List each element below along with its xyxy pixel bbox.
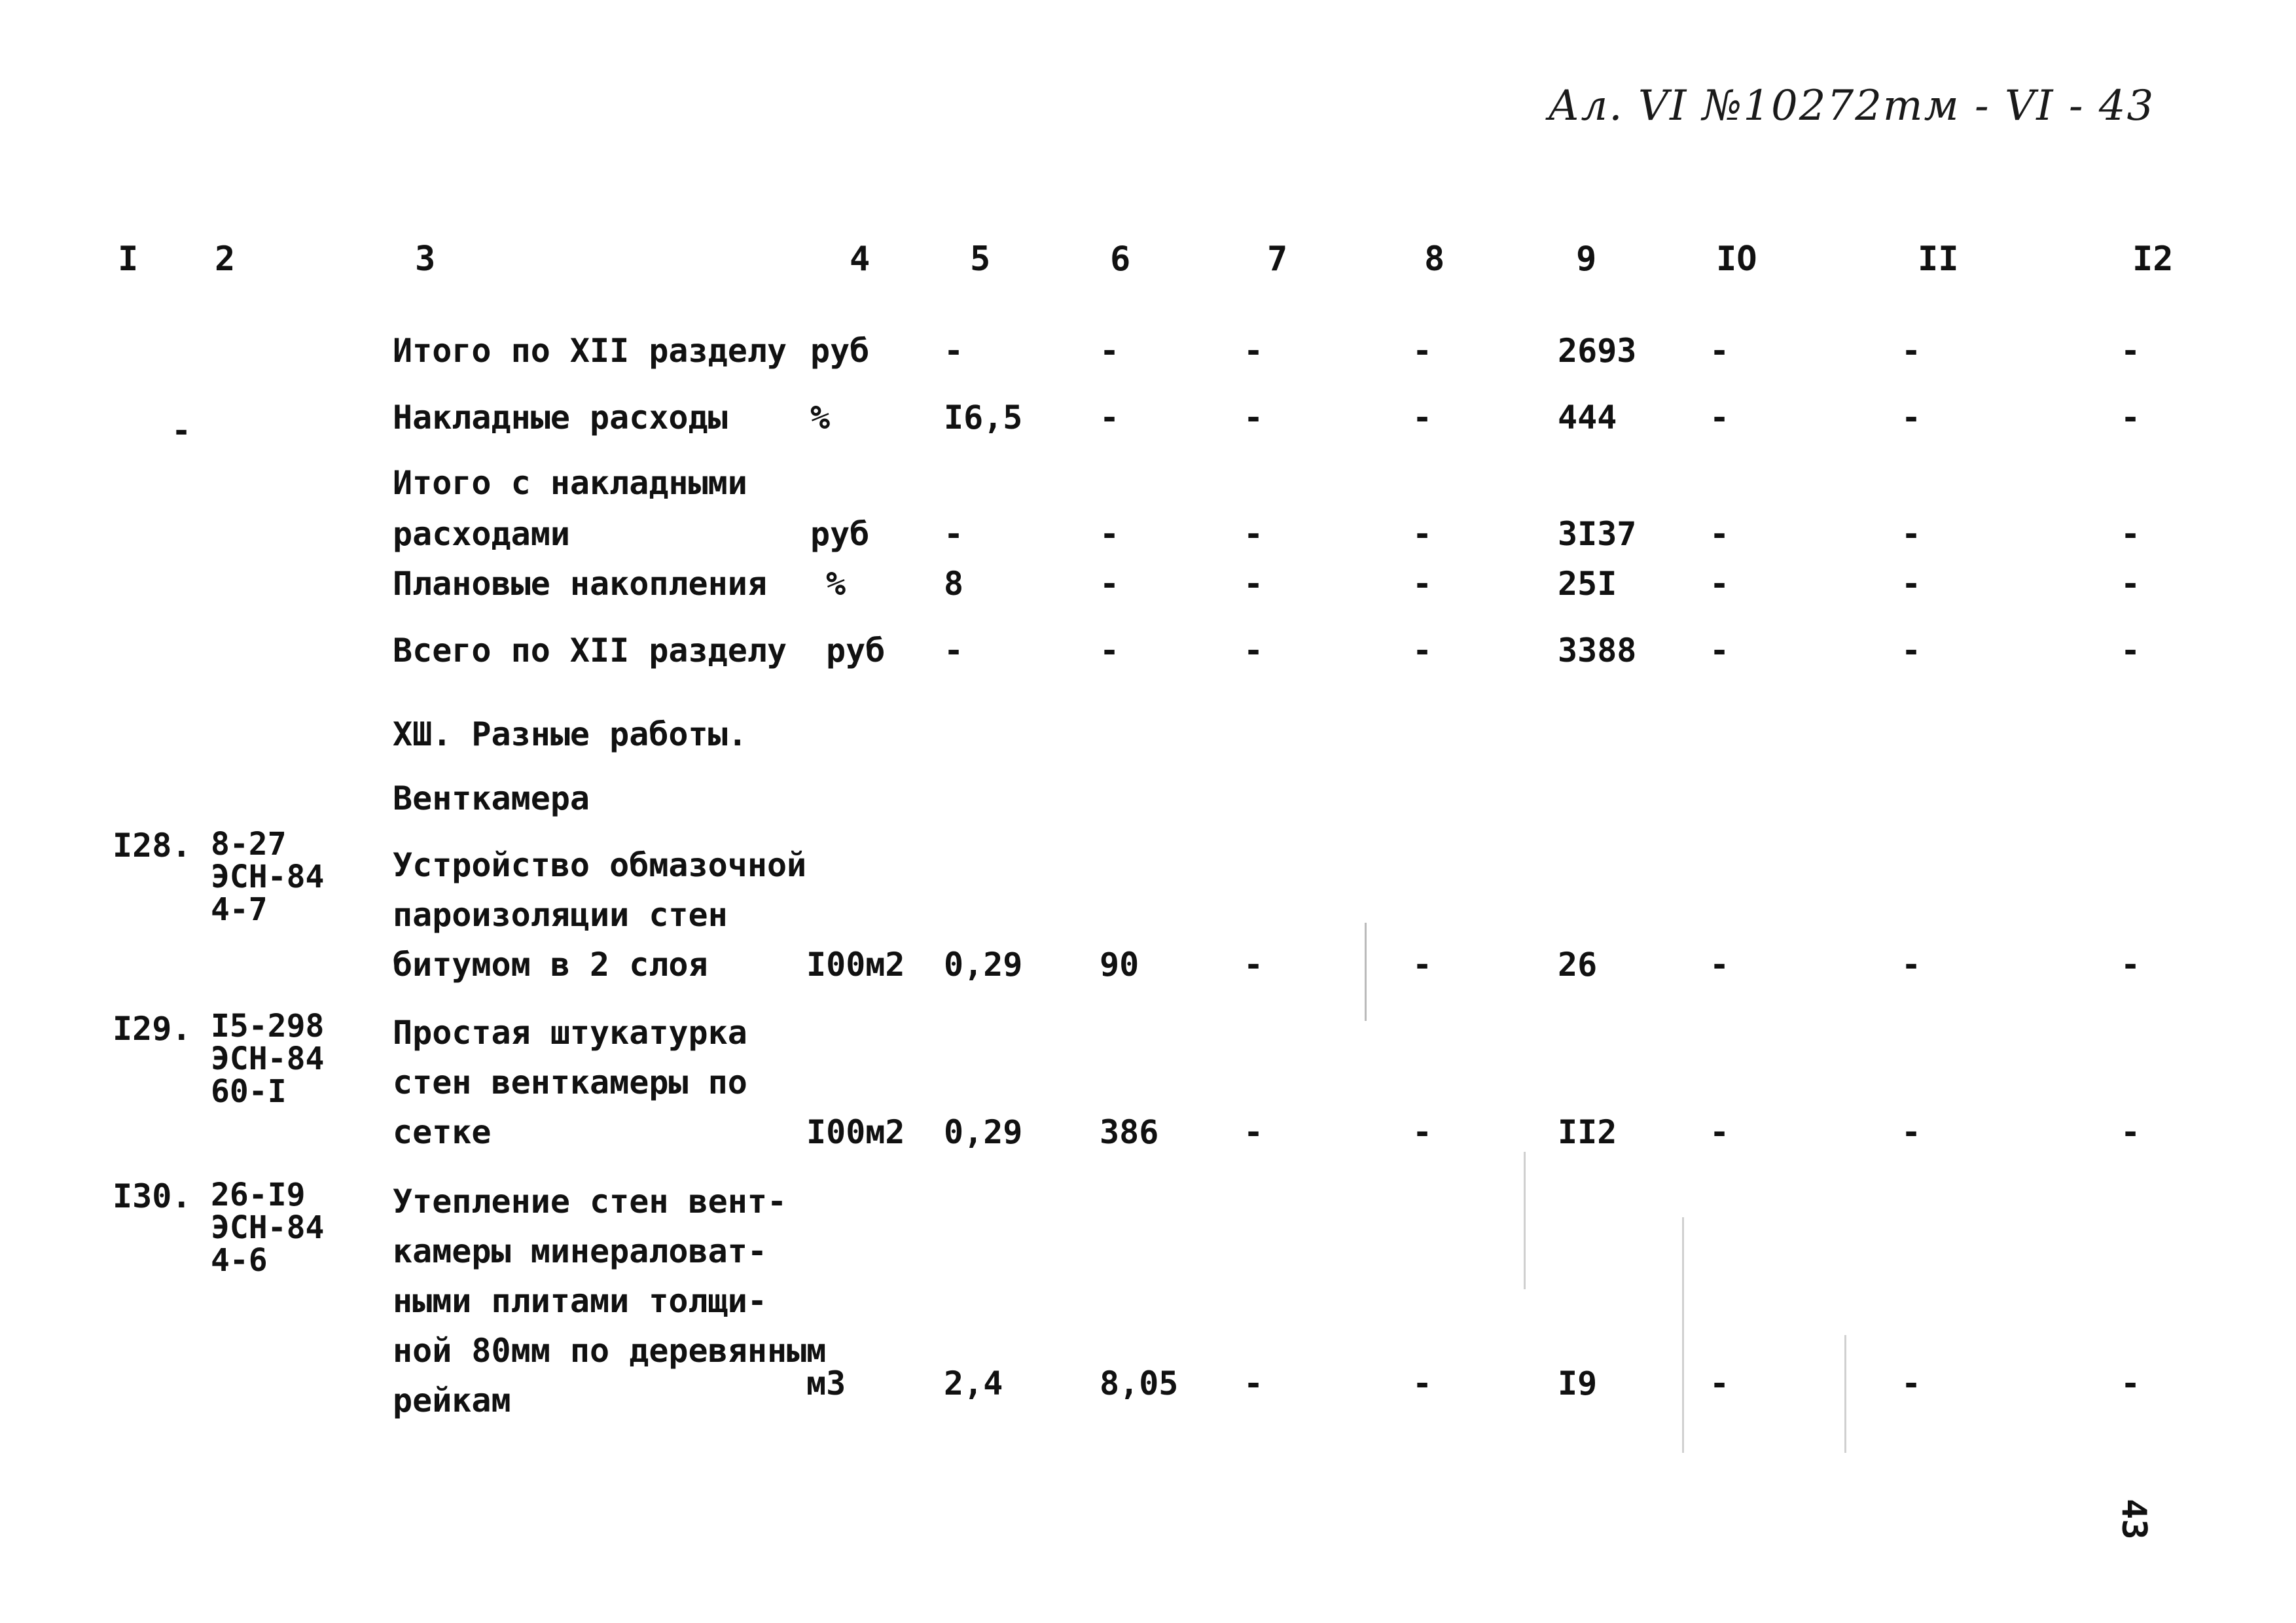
col-header-1: I <box>118 240 139 279</box>
value-col7: - <box>1244 1364 1264 1402</box>
unit: % <box>826 565 846 603</box>
value-col5: 2,4 <box>944 1364 1003 1402</box>
value-col10: - <box>1710 332 1730 370</box>
value-col11: - <box>1901 332 1922 370</box>
item-code-line1: I5-298 <box>211 1008 325 1044</box>
col-header-12: I2 <box>2132 240 2174 279</box>
value-col10: - <box>1710 399 1730 437</box>
col-header-11: II <box>1918 240 1959 279</box>
value-col6: - <box>1100 515 1120 553</box>
value-col11: - <box>1901 1364 1922 1402</box>
value-col10: - <box>1710 946 1730 984</box>
value-col6: - <box>1100 399 1120 437</box>
value-col7: - <box>1244 632 1264 669</box>
value-col9: II2 <box>1558 1113 1617 1151</box>
item-desc-line4: ной 80мм по деревянным <box>393 1332 827 1370</box>
value-col8: - <box>1412 399 1433 437</box>
value-col11: - <box>1901 565 1922 603</box>
unit: % <box>810 399 831 437</box>
value-col11: - <box>1901 946 1922 984</box>
item-desc-line1: Простая штукатурка <box>393 1014 747 1052</box>
value-col10: - <box>1710 1364 1730 1402</box>
value-col11: - <box>1901 1113 1922 1151</box>
item-desc-line3: битумом в 2 слоя <box>393 946 708 984</box>
value-col9: 3I37 <box>1558 515 1637 553</box>
value-col11: - <box>1901 515 1922 553</box>
value-col9: I9 <box>1558 1364 1598 1402</box>
unit: I00м2 <box>806 1113 905 1151</box>
value-col7: - <box>1244 946 1264 984</box>
value-col6: 8,05 <box>1100 1364 1179 1402</box>
scan-speck <box>1365 923 1367 1021</box>
value-col12: - <box>2121 1113 2141 1151</box>
document-reference: Ал. VI №10272тм - VI - 43 <box>1548 82 2155 130</box>
item-desc-line3: ными плитами толщи- <box>393 1282 767 1320</box>
scan-speck <box>1682 1217 1684 1453</box>
item-desc-line2: пароизоляции стен <box>393 896 728 934</box>
col-header-3: 3 <box>415 240 436 279</box>
value-col5: - <box>944 332 964 370</box>
value-col8: - <box>1412 1113 1433 1151</box>
value-col8: - <box>1412 632 1433 669</box>
value-col9: 444 <box>1558 399 1617 437</box>
value-col9: 3388 <box>1558 632 1637 669</box>
value-col12: - <box>2121 515 2141 553</box>
item-code-line3: 4-6 <box>211 1242 268 1279</box>
value-col7: - <box>1244 332 1264 370</box>
value-col8: - <box>1412 946 1433 984</box>
value-col8: - <box>1412 1364 1433 1402</box>
value-col6: - <box>1100 332 1120 370</box>
item-desc-line5: рейкам <box>393 1382 511 1419</box>
item-number: I29. <box>113 1010 192 1048</box>
value-col10: - <box>1710 632 1730 669</box>
value-col8: - <box>1412 565 1433 603</box>
value-col5: - <box>944 632 964 669</box>
value-col10: - <box>1710 565 1730 603</box>
value-col7: - <box>1244 399 1264 437</box>
col-header-8: 8 <box>1424 240 1445 279</box>
unit: I00м2 <box>806 946 905 984</box>
row-label: Итого по XII разделу <box>393 332 787 370</box>
value-col9: 2693 <box>1558 332 1637 370</box>
value-col6: 386 <box>1100 1113 1159 1151</box>
value-col12: - <box>2121 332 2141 370</box>
row-label-line2: расходами <box>393 515 570 553</box>
item-code-line2: ЭСН-84 <box>211 859 325 895</box>
value-col12: - <box>2121 946 2141 984</box>
value-col7: - <box>1244 515 1264 553</box>
value-col12: - <box>2121 1364 2141 1402</box>
item-code-line3: 60-I <box>211 1073 287 1110</box>
col-header-2: 2 <box>215 240 236 279</box>
unit: м3 <box>806 1364 846 1402</box>
row-label: Плановые накопления <box>393 565 767 603</box>
value-col6: 90 <box>1100 946 1139 984</box>
col-header-4: 4 <box>850 240 870 279</box>
item-code-line1: 8-27 <box>211 826 287 863</box>
value-col1: - <box>171 412 192 450</box>
item-desc-line1: Утепление стен вент- <box>393 1183 787 1221</box>
item-desc-line1: Устройство обмазочной <box>393 846 807 884</box>
value-col7: - <box>1244 565 1264 603</box>
value-col7: - <box>1244 1113 1264 1151</box>
row-label: Накладные расходы <box>393 399 728 437</box>
value-col5: 0,29 <box>944 1113 1023 1151</box>
value-col11: - <box>1901 632 1922 669</box>
value-col6: - <box>1100 632 1120 669</box>
item-desc-line2: стен венткамеры по <box>393 1063 747 1101</box>
value-col9: 25I <box>1558 565 1617 603</box>
scan-speck <box>1524 1152 1526 1289</box>
value-col5: 0,29 <box>944 946 1023 984</box>
value-col8: - <box>1412 332 1433 370</box>
item-desc-line3: сетке <box>393 1113 492 1151</box>
item-number: I30. <box>113 1177 192 1215</box>
row-label: Всего по XII разделу <box>393 632 787 669</box>
unit: руб <box>826 632 886 669</box>
unit: руб <box>810 515 870 553</box>
item-code-line1: 26-I9 <box>211 1177 306 1213</box>
col-header-7: 7 <box>1267 240 1288 279</box>
value-col10: - <box>1710 1113 1730 1151</box>
value-col5: 8 <box>944 565 964 603</box>
value-col12: - <box>2121 632 2141 669</box>
value-col5: I6,5 <box>944 399 1023 437</box>
unit: руб <box>810 332 870 370</box>
item-desc-line2: камеры минераловат- <box>393 1232 767 1270</box>
value-col12: - <box>2121 565 2141 603</box>
item-code-line2: ЭСН-84 <box>211 1209 325 1246</box>
value-col10: - <box>1710 515 1730 553</box>
item-code-line3: 4-7 <box>211 891 268 928</box>
value-col9: 26 <box>1558 946 1598 984</box>
item-number: I28. <box>113 827 192 865</box>
value-col6: - <box>1100 565 1120 603</box>
col-header-10: IO <box>1716 240 1757 279</box>
col-header-6: 6 <box>1110 240 1131 279</box>
item-code-line2: ЭСН-84 <box>211 1041 325 1077</box>
scan-speck <box>1844 1335 1846 1453</box>
value-col5: - <box>944 515 964 553</box>
col-header-9: 9 <box>1576 240 1597 279</box>
value-col8: - <box>1412 515 1433 553</box>
col-header-5: 5 <box>970 240 991 279</box>
section-title: XШ. Разные работы. <box>393 715 747 753</box>
page-number: 43 <box>2114 1499 2153 1540</box>
value-col11: - <box>1901 399 1922 437</box>
value-col12: - <box>2121 399 2141 437</box>
row-label-line1: Итого с накладными <box>393 464 747 502</box>
subsection-title: Венткамера <box>393 779 590 817</box>
